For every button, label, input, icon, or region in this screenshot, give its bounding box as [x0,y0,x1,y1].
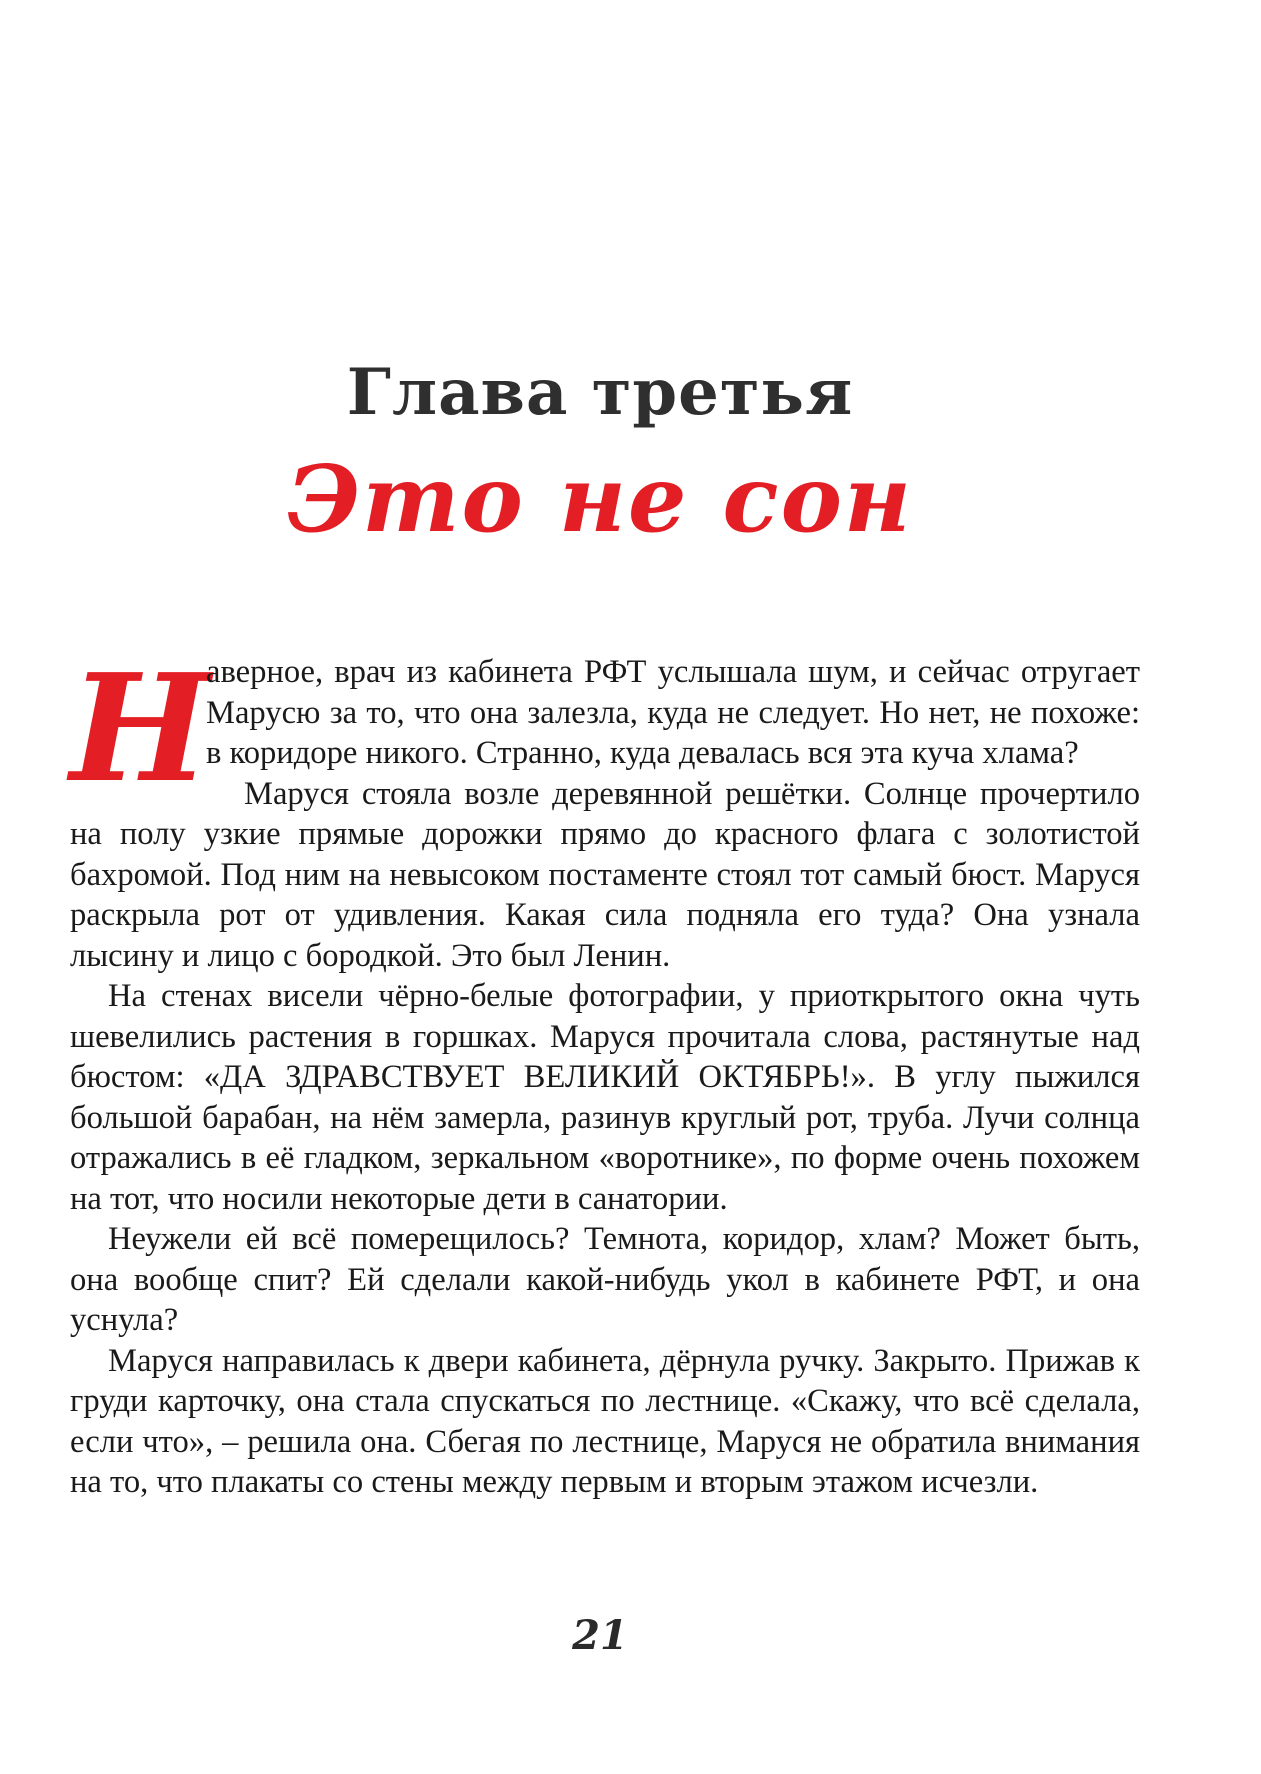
page-number: 21 [572,1612,628,1659]
paragraph-2: Маруся стояла возле деревянной решётки. Солнце прочертило на полу узкие прямые дорожки прямо до красного флага с золотистой бахромой. Под ним на невысоком постаменте стоял тот самый бюст. Маруся раскрыла рот от удивления. Какая сила подняла его туда? Она узнала лысину и лицо с бородкой. Это был Ленин. [70,775,1140,974]
chapter-number: Глава третья [346,355,854,430]
chapter-title: Это не сон [287,445,913,553]
paragraph-1-text: аверное, врач из кабинета РФТ услышала шум, и сейчас отругает Марусю за то, что она залезла, куда не следует. Но нет, не похоже: в коридоре никого. Странно, куда девалась вся эта куча хлама? [206,654,1140,771]
paragraph-3: На стенах висели чёрно-белые фотографии, у приоткрытого окна чуть шевелились растения в горшках. Маруся прочитала слова, растянутые над бюстом: «ДА ЗДРАВСТВУЕТ ВЕЛИКИЙ ОКТЯБРЬ!». В углу пыжился большой барабан, на нём замерла, разинув круглый рот, труба. Лучи солнца отражались в её гладком, зеркальном «воротнике», по форме очень похожем на тот, что носили некоторые дети в санатории. [70,978,1140,1217]
paragraph-1 [70,641,1140,815]
chapter-text [70,641,1140,1503]
paragraph-4: Неужели ей всё померещилось? Темнота, коридор, хлам? Может быть, она вообще спит? Ей сделали какой-нибудь укол в кабинете РФТ, и она уснула? [70,1221,1140,1338]
drop-cap-letter: Н [70,641,210,815]
paragraph-5: Маруся направилась к двери кабинета, дёрнула ручку. Закрыто. Прижав к груди карточку, она стала спускаться по лестнице. «Скажу, что всё сделала, если что», – решила она. Сбегая по лестнице, Маруся не обратила внимания на то, что плакаты со стены между первым и вторым этажом исчезли. [70,1342,1140,1500]
